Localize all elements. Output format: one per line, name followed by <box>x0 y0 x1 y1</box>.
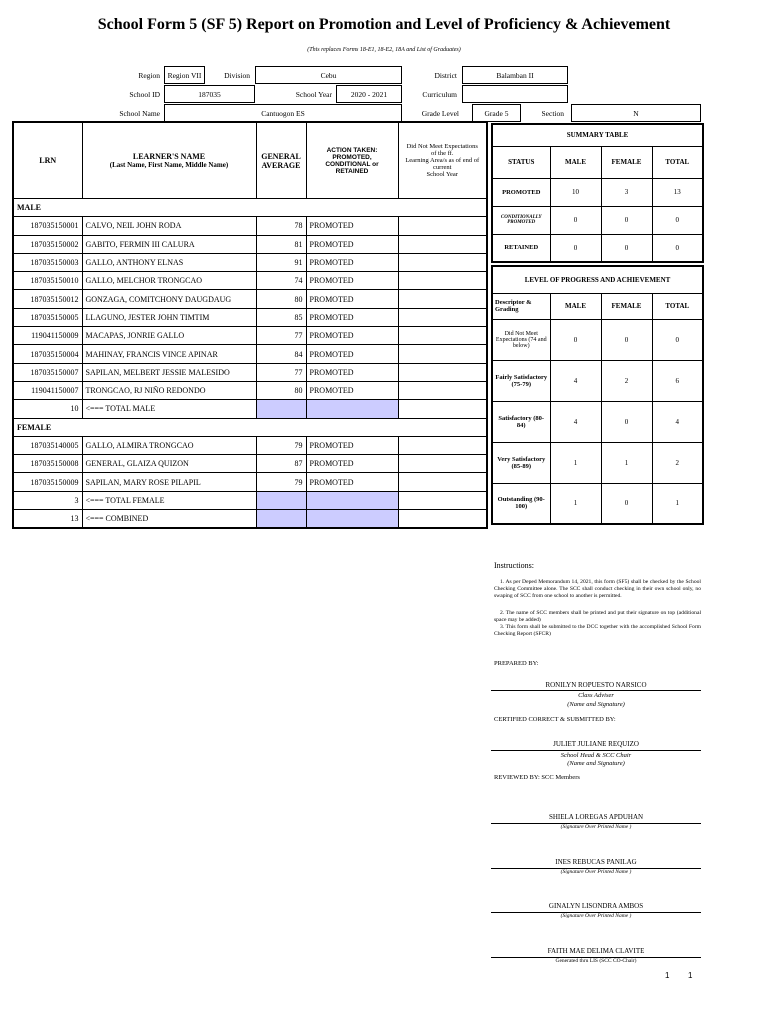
lrn-header: LRN <box>13 122 82 199</box>
grade-level-label: Grade Level <box>421 109 459 118</box>
action-header: ACTION TAKEN: PROMOTED, CONDITIONAL or RETAINED <box>306 122 398 199</box>
total-female-count: 3 <box>13 491 82 509</box>
learner-lrn: 187035150004 <box>13 345 82 363</box>
learner-name: MAHINAY, FRANCIS VINCE APINAR <box>82 345 256 363</box>
adviser-name: RONILYN ROPUESTO NARSICO <box>545 681 647 689</box>
summary-male: 0 <box>550 234 601 262</box>
average-header: GENERAL AVERAGE <box>256 122 306 199</box>
total-female-label: <=== TOTAL FEMALE <box>82 491 256 509</box>
learner-name: GALLO, MELCHOR TRONGCAO <box>82 272 256 290</box>
learner-general-average: 79 <box>256 436 306 454</box>
district-label: District <box>434 71 457 80</box>
progress-male: 1 <box>550 483 601 524</box>
summary-caption: SUMMARY TABLE <box>492 124 703 146</box>
learner-action-taken: PROMOTED <box>306 436 398 454</box>
male-learner-row <box>13 272 487 290</box>
instruction-1: 1. As per Deped Memorandum 14, 2021, this form (SF5) shall be checked by the School Checking Committee alone. The SCC shall conduct checking in their own school only, no swaping of SCC from one school to another is permitted. <box>494 579 701 599</box>
learner-name: GENERAL, GLAIZA QUIZON <box>82 455 256 473</box>
summary-male-header: MALE <box>550 146 601 178</box>
summary-total: 0 <box>652 234 703 262</box>
instruction-2: 2. The name of SCC members shall be printed and put their signature on top (additional space may be added) <box>494 610 701 623</box>
learner-not-met <box>398 290 487 308</box>
division-field[interactable]: Cebu <box>255 66 402 84</box>
learner-name: LLAGUNO, JESTER JOHN TIMTIM <box>82 308 256 326</box>
progress-male: 0 <box>550 319 601 360</box>
male-learner-row <box>13 253 487 271</box>
school-year-label: School Year <box>295 90 332 99</box>
progress-female: 1 <box>601 442 652 483</box>
scc-member-4-name: FAITH MAE DELIMA CLAVITE <box>547 947 645 955</box>
learner-not-met <box>398 455 487 473</box>
learner-name: SAPILAN, MARY ROSE PILAPIL <box>82 473 256 491</box>
learner-action-taken: PROMOTED <box>306 253 398 271</box>
scc-member-1-role: (Signature Over Printed Name ) <box>560 824 632 830</box>
female-section-label: FEMALE <box>13 418 487 436</box>
male-learner-row <box>13 345 487 363</box>
learner-general-average: 77 <box>256 363 306 381</box>
learner-action-taken: PROMOTED <box>306 345 398 363</box>
curriculum-field[interactable] <box>462 85 568 103</box>
summary-female: 3 <box>601 178 652 206</box>
male-learner-row <box>13 217 487 235</box>
learner-action-taken: PROMOTED <box>306 455 398 473</box>
learner-name: TRONGCAO, RJ NIÑO REDONDO <box>82 381 256 399</box>
learner-name: CALVO, NEIL JOHN RODA <box>82 217 256 235</box>
learner-general-average: 79 <box>256 473 306 491</box>
learner-not-met <box>398 253 487 271</box>
learner-general-average: 87 <box>256 455 306 473</box>
school-head-role: School Head & SCC Chair <box>560 752 632 759</box>
total-female-row <box>13 491 487 509</box>
learner-general-average: 80 <box>256 381 306 399</box>
progress-row <box>492 442 703 483</box>
learner-name: MACAPAS, JONRIE GALLO <box>82 327 256 345</box>
learner-lrn: 187035150009 <box>13 473 82 491</box>
learner-general-average: 78 <box>256 217 306 235</box>
learner-lrn: 187035140005 <box>13 436 82 454</box>
learner-action-taken: PROMOTED <box>306 363 398 381</box>
learner-not-met <box>398 327 487 345</box>
combined-row <box>13 510 487 529</box>
learner-action-taken: PROMOTED <box>306 217 398 235</box>
male-learner-row <box>13 327 487 345</box>
male-learner-row <box>13 290 487 308</box>
name-header: LEARNER'S NAME (Last Name, First Name, Middle Name) <box>82 122 256 199</box>
summary-label: RETAINED <box>492 234 550 262</box>
summary-male: 10 <box>550 178 601 206</box>
summary-label: CONDITIONALLY PROMOTED <box>492 206 550 234</box>
school-year-field[interactable]: 2020 - 2021 <box>336 85 402 103</box>
adviser-signature-line <box>491 690 701 691</box>
certified-label: CERTIFIED CORRECT & SUBMITTED BY: <box>494 716 616 723</box>
learner-general-average: 77 <box>256 327 306 345</box>
progress-male: 4 <box>550 401 601 442</box>
female-learner-row <box>13 436 487 454</box>
learner-action-taken: PROMOTED <box>306 308 398 326</box>
learner-lrn: 187035150010 <box>13 272 82 290</box>
summary-row <box>492 178 703 206</box>
progress-male-header: MALE <box>550 293 601 319</box>
progress-label: Very Satisfactory (85-89) <box>492 442 550 483</box>
learner-not-met <box>398 363 487 381</box>
scc-member-3-name: GINALYN LISONDRA AMBOS <box>548 902 644 910</box>
progress-descriptor-header: Descriptor & Grading <box>492 293 550 319</box>
scc-member-2-name: INES REBUCAS PANILAG <box>555 858 637 866</box>
learner-general-average: 85 <box>256 308 306 326</box>
total-male-row <box>13 400 487 418</box>
school-head-role-note: (Name and Signature) <box>567 760 625 767</box>
division-label: Division <box>224 71 250 80</box>
not-met-header: Did Not Meet Expectations of the ff. Learning Area/s as of end of current School Year <box>398 122 487 199</box>
learner-not-met <box>398 436 487 454</box>
summary-female: 0 <box>601 234 652 262</box>
learner-lrn: 119041150007 <box>13 381 82 399</box>
school-name-label: School Name <box>119 109 160 118</box>
progress-label: Did Not Meet Expectations (74 and below) <box>492 319 550 360</box>
learner-general-average: 80 <box>256 290 306 308</box>
progress-label: Fairly Satisfactory (75-79) <box>492 360 550 401</box>
progress-female: 0 <box>601 401 652 442</box>
summary-total: 0 <box>652 206 703 234</box>
scc-member-2-role: (Signature Over Printed Name ) <box>560 869 632 875</box>
learner-lrn: 187035150002 <box>13 235 82 253</box>
progress-label: Satisfactory (80-84) <box>492 401 550 442</box>
learner-not-met <box>398 272 487 290</box>
learner-action-taken: PROMOTED <box>306 381 398 399</box>
scc-member-3-role: (Signature Over Printed Name ) <box>560 913 632 919</box>
region-label: Region <box>138 71 160 80</box>
page-subtitle: (This replaces Forms 18-E1, 18-E2, 18A and List of Graduates) <box>307 47 461 53</box>
learner-lrn: 119041150009 <box>13 327 82 345</box>
learner-not-met <box>398 345 487 363</box>
summary-male: 0 <box>550 206 601 234</box>
female-section-row <box>13 418 487 436</box>
scc-member-1-name: SHIELA LOREGAS APDUHAN <box>548 813 644 821</box>
progress-row <box>492 401 703 442</box>
curriculum-label: Curriculum <box>422 90 457 99</box>
combined-count: 13 <box>13 510 82 529</box>
summary-table <box>491 123 704 263</box>
progress-female: 2 <box>601 360 652 401</box>
learner-action-taken: PROMOTED <box>306 235 398 253</box>
learner-name: GABITO, FERMIN III CALURA <box>82 235 256 253</box>
male-section-label: MALE <box>13 199 487 217</box>
generated-note: Generated thru LIS (SCC CO-Chair) <box>555 958 637 964</box>
learner-action-taken: PROMOTED <box>306 327 398 345</box>
learner-name: SAPILAN, MELBERT JESSIE MALESIDO <box>82 363 256 381</box>
region-field[interactable]: Region VII <box>164 66 205 84</box>
summary-female: 0 <box>601 206 652 234</box>
section-field[interactable]: N <box>571 104 701 122</box>
summary-label: PROMOTED <box>492 178 550 206</box>
learner-action-taken: PROMOTED <box>306 272 398 290</box>
female-learner-row <box>13 473 487 491</box>
adviser-role: Class Adviser <box>578 692 614 699</box>
progress-table <box>491 265 704 525</box>
learner-action-taken: PROMOTED <box>306 473 398 491</box>
learner-lrn: 187035150008 <box>13 455 82 473</box>
progress-row <box>492 483 703 524</box>
progress-row <box>492 319 703 360</box>
female-learner-row <box>13 455 487 473</box>
district-field[interactable]: Balamban II <box>462 66 568 84</box>
progress-caption: LEVEL OF PROGRESS AND ACHIEVEMENT <box>492 266 703 293</box>
instruction-3: 3. This form shall be submitted to the DCC together with the accomplished School Form Checking Report (SFCR) <box>494 624 701 637</box>
combined-label: <=== COMBINED <box>82 510 256 529</box>
learner-lrn: 187035150001 <box>13 217 82 235</box>
learner-lrn: 187035150005 <box>13 308 82 326</box>
total-male-count: 10 <box>13 400 82 418</box>
learner-name: GONZAGA, COMITCHONY DAUGDAUG <box>82 290 256 308</box>
summary-total-header: TOTAL <box>652 146 703 178</box>
progress-female: 0 <box>601 319 652 360</box>
learner-name: GALLO, ALMIRA TRONGCAO <box>82 436 256 454</box>
male-learner-row <box>13 363 487 381</box>
school-name-field[interactable]: Cantuogon ES <box>164 104 402 122</box>
section-label: Section <box>541 109 564 118</box>
instructions-heading: Instructions: <box>494 561 534 570</box>
adviser-role-note: (Name and Signature) <box>567 701 625 708</box>
learner-not-met <box>398 381 487 399</box>
summary-row <box>492 206 703 234</box>
progress-total: 2 <box>652 442 703 483</box>
learner-lrn: 187035150012 <box>13 290 82 308</box>
progress-total: 6 <box>652 360 703 401</box>
learner-general-average: 91 <box>256 253 306 271</box>
learners-table <box>12 121 488 529</box>
learner-general-average: 81 <box>256 235 306 253</box>
progress-total: 1 <box>652 483 703 524</box>
page-title: School Form 5 (SF 5) Report on Promotion and Level of Proficiency & Achievement <box>97 16 671 33</box>
summary-row <box>492 234 703 262</box>
progress-male: 4 <box>550 360 601 401</box>
male-learner-row <box>13 308 487 326</box>
progress-total: 4 <box>652 401 703 442</box>
progress-female: 0 <box>601 483 652 524</box>
school-id-label: School ID <box>129 90 160 99</box>
progress-total: 0 <box>652 319 703 360</box>
learner-not-met <box>398 217 487 235</box>
reviewed-by-label: REVIEWED BY: SCC Members <box>494 774 580 781</box>
summary-status-header: STATUS <box>492 146 550 178</box>
summary-female-header: FEMALE <box>601 146 652 178</box>
learner-general-average: 84 <box>256 345 306 363</box>
learner-lrn: 187035150007 <box>13 363 82 381</box>
male-section-row <box>13 199 487 217</box>
learner-not-met <box>398 473 487 491</box>
progress-total-header: TOTAL <box>652 293 703 319</box>
total-male-label: <=== TOTAL MALE <box>82 400 256 418</box>
grade-level-field[interactable]: Grade 5 <box>472 104 521 122</box>
learner-not-met <box>398 308 487 326</box>
page-current: 1 <box>665 971 670 980</box>
male-learner-row <box>13 381 487 399</box>
male-learner-row <box>13 235 487 253</box>
progress-male: 1 <box>550 442 601 483</box>
progress-label: Outstanding (90-100) <box>492 483 550 524</box>
page-total: 1 <box>688 971 693 980</box>
prepared-by-label: PREPARED BY: <box>494 660 539 667</box>
summary-total: 13 <box>652 178 703 206</box>
learner-name: GALLO, ANTHONY ELNAS <box>82 253 256 271</box>
learner-lrn: 187035150003 <box>13 253 82 271</box>
learner-general-average: 74 <box>256 272 306 290</box>
school-head-signature-line <box>491 750 701 751</box>
progress-row <box>492 360 703 401</box>
progress-female-header: FEMALE <box>601 293 652 319</box>
learner-not-met <box>398 235 487 253</box>
school-head-name: JULIET JULIANE REQUIZO <box>553 740 639 748</box>
school-id-field[interactable]: 187035 <box>164 85 255 103</box>
learner-action-taken: PROMOTED <box>306 290 398 308</box>
